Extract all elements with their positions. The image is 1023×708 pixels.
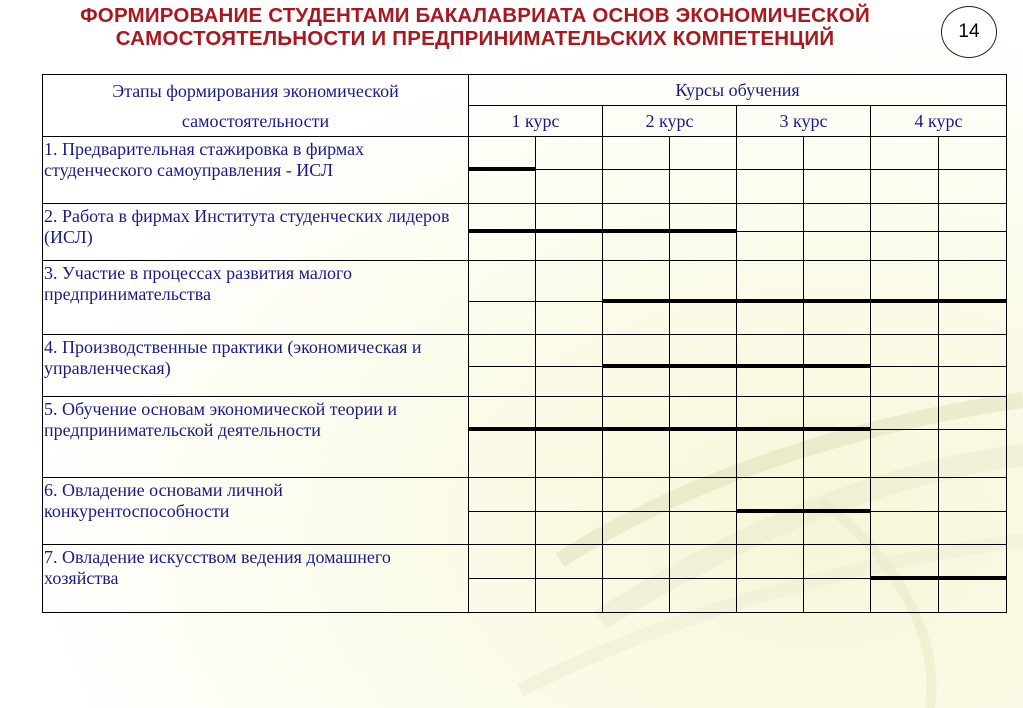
timeline-cell [469,261,536,302]
timeline-cell [939,261,1007,302]
timeline-cell [939,204,1007,232]
timeline-cell [871,261,939,302]
timeline-cell [939,579,1007,613]
timeline-cell [804,232,871,261]
timeline-cell [871,545,939,579]
timeline-cell [871,512,939,545]
timeline-cell [804,335,871,367]
course-3-header: 3 курс [737,106,871,137]
slide-title: ФОРМИРОВАНИЕ СТУДЕНТАМИ БАКАЛАВРИАТА ОСНОВ ЭКОНОМИЧЕСКОЙ САМОСТОЯТЕЛЬНОСТИ И ПРЕДПРИНИМАТЕЛЬСКИХ КОМПЕТЕНЦИЙ [80,4,870,50]
timeline-bar [871,299,938,303]
timeline-cell [871,367,939,397]
stage-label: 7. Овладение искусством ведения домашнего хозяйства [43,545,469,613]
timeline-cell [737,204,804,232]
stage-label: 2. Работа в фирмах Института студенческих лидеров (ИСЛ) [43,204,469,261]
timeline-cell [804,367,871,397]
timeline-bar [603,427,669,431]
timeline-cell [737,261,804,302]
timeline-cell [804,478,871,512]
timeline-cell [804,545,871,579]
timeline-cell [603,302,670,335]
timeline-cell [670,478,737,512]
timeline-cell [737,302,804,335]
timeline-bar [939,576,1006,580]
timeline-cell [871,232,939,261]
timeline-cell [939,335,1007,367]
course-2-header: 2 курс [603,106,737,137]
stage-label: 1. Предварительная стажировка в фирмах студенческого самоуправления - ИСЛ [43,137,469,204]
timeline-cell [804,512,871,545]
timeline-cell [804,261,871,302]
timeline-bar [670,364,736,368]
timeline-cell [603,335,670,367]
timeline-cell [871,335,939,367]
timeline-cell [670,397,737,430]
timeline-cell [536,478,603,512]
timeline-cell [737,367,804,397]
timeline-cell [871,430,939,478]
timeline-bar [469,229,535,233]
timeline-cell [737,170,804,204]
timeline-bar [737,509,803,513]
timeline-cell [939,397,1007,430]
timeline-cell [939,170,1007,204]
timeline-bar [737,427,803,431]
timeline-bar [670,299,736,303]
timeline-cell [871,137,939,170]
stage-row [43,204,1007,232]
timeline-bar [737,299,803,303]
timeline-cell [670,512,737,545]
timeline-cell [670,367,737,397]
timeline-cell [871,170,939,204]
timeline-cell [469,170,536,204]
stages-header: Этапы формирования экономической самостоятельности [43,75,469,137]
timeline-cell [804,204,871,232]
timeline-cell [603,512,670,545]
timeline-cell [603,367,670,397]
timeline-cell [603,478,670,512]
timeline-bar [536,229,602,233]
timeline-cell [469,204,536,232]
slide-number-badge: 14 [941,6,997,58]
timeline-bar [737,364,803,368]
timeline-cell [536,367,603,397]
stage-row [43,137,1007,170]
timeline-cell [670,261,737,302]
timeline-bar [670,427,736,431]
timeline-cell [737,397,804,430]
timeline-cell [871,204,939,232]
timeline-cell [536,430,603,478]
stage-row [43,478,1007,512]
timeline-cell [603,137,670,170]
timeline-cell [871,478,939,512]
stage-label: 3. Участие в процессах развития малого предпринимательства [43,261,469,335]
timeline-bar [469,427,535,431]
timeline-bar [804,364,870,368]
stage-row [43,397,1007,430]
timeline-cell [536,335,603,367]
timeline-cell [939,137,1007,170]
timeline-cell [670,302,737,335]
timeline-bar [670,229,736,233]
timeline-cell [737,478,804,512]
timeline-bar [804,509,870,513]
timeline-cell [469,512,536,545]
timeline-cell [804,430,871,478]
stage-row [43,545,1007,579]
timeline-cell [804,137,871,170]
courses-header: Курсы обучения [469,75,1007,106]
timeline-cell [469,430,536,478]
timeline-cell [871,302,939,335]
timeline-cell [737,137,804,170]
timeline-cell [939,430,1007,478]
timeline-bar [804,299,870,303]
timeline-bar [939,299,1006,303]
timeline-cell [536,397,603,430]
timeline-bar [469,167,535,171]
course-4-header: 4 курс [871,106,1007,137]
timeline-cell [469,367,536,397]
timeline-cell [804,302,871,335]
timeline-cell [536,545,603,579]
timeline-cell [603,261,670,302]
timeline-cell [469,335,536,367]
timeline-cell [737,545,804,579]
timeline-cell [536,579,603,613]
timeline-cell [939,232,1007,261]
timeline-cell [939,512,1007,545]
timeline-cell [871,397,939,430]
timeline-cell [670,232,737,261]
timeline-bar [804,427,870,431]
timeline-cell [737,430,804,478]
timeline-cell [737,512,804,545]
timeline-cell [603,232,670,261]
timeline-cell [939,302,1007,335]
timeline-cell [737,579,804,613]
timeline-cell [469,397,536,430]
timeline-cell [939,545,1007,579]
timeline-bar [603,229,669,233]
timeline-cell [670,579,737,613]
timeline-cell [939,478,1007,512]
timeline-cell [603,430,670,478]
stage-row [43,261,1007,302]
stage-label: 6. Овладение основами личной конкурентоспособности [43,478,469,545]
timeline-cell [939,367,1007,397]
timeline-cell [603,397,670,430]
stage-label: 5. Обучение основам экономической теории и предпринимательской деятельности [43,397,469,478]
course-1-header: 1 курс [469,106,603,137]
stage-row [43,335,1007,367]
timeline-cell [469,579,536,613]
timeline-cell [469,137,536,170]
timeline-bar [871,576,938,580]
timeline-cell [670,430,737,478]
timeline-cell [737,232,804,261]
stage-label: 4. Производственные практики (экономическая и управленческая) [43,335,469,397]
timeline-cell [670,204,737,232]
timeline-cell [603,204,670,232]
timeline-cell [670,170,737,204]
timeline-cell [536,204,603,232]
timeline-cell [737,335,804,367]
timeline-bar [603,299,669,303]
timeline-cell [804,170,871,204]
timeline-cell [804,579,871,613]
timeline-cell [871,579,939,613]
timeline-cell [469,545,536,579]
timeline-cell [804,397,871,430]
timeline-cell [469,478,536,512]
timeline-cell [603,579,670,613]
timeline-cell [469,232,536,261]
competency-table [42,74,1007,613]
timeline-cell [536,302,603,335]
timeline-cell [536,232,603,261]
timeline-cell [536,261,603,302]
timeline-cell [603,545,670,579]
timeline-cell [536,137,603,170]
timeline-cell [536,512,603,545]
timeline-cell [670,137,737,170]
timeline-cell [603,170,670,204]
timeline-cell [536,170,603,204]
timeline-cell [670,335,737,367]
timeline-bar [603,364,669,368]
timeline-cell [469,302,536,335]
timeline-cell [670,545,737,579]
timeline-bar [536,427,602,431]
